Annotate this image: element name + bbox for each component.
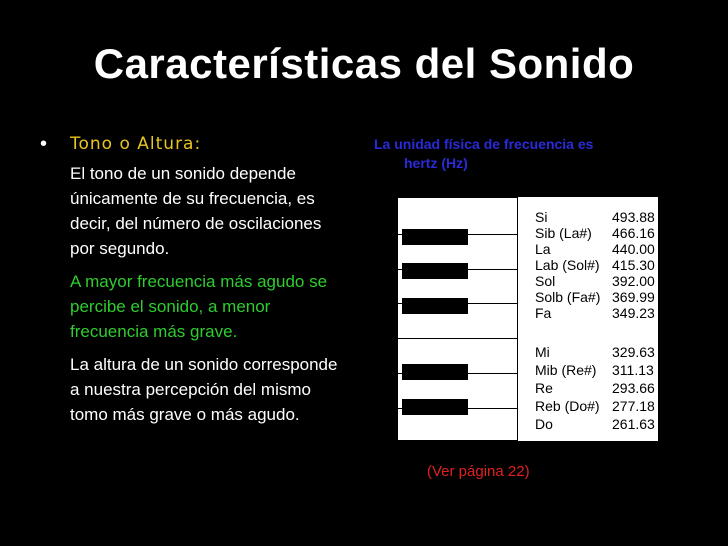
note-name: Mi <box>535 344 550 360</box>
keyboard-divider <box>517 197 518 441</box>
note-frequency: 261.63 <box>612 416 655 432</box>
paragraph-frequency: El tono de un sonido depende únicamente de su frecuencia, es decir, del número de oscilaciones por segundo. <box>70 164 322 258</box>
black-key <box>402 229 468 245</box>
note-frequency: 392.00 <box>612 273 655 289</box>
note-name: Reb (Do#) <box>535 398 600 414</box>
note-frequency: 440.00 <box>612 241 655 257</box>
unit-caption-line2: hertz (Hz) <box>404 155 468 171</box>
paragraph-highlight: A mayor frecuencia más agudo se percibe el sonido, a menor frecuencia más grave. <box>70 272 328 341</box>
note-name: Solb (Fa#) <box>535 289 601 305</box>
note-name: Re <box>535 380 553 396</box>
note-frequency: 415.30 <box>612 257 655 273</box>
note-frequency: 466.16 <box>612 225 655 241</box>
unit-caption-line1: La unidad física de frecuencia es <box>374 136 594 152</box>
bullet-heading: Tono o Altura: <box>70 134 202 154</box>
page-reference: (Ver página 22) <box>427 463 530 480</box>
note-name: Sol <box>535 273 556 289</box>
black-key <box>402 399 468 415</box>
black-key <box>402 298 468 314</box>
note-name: Do <box>535 416 553 432</box>
piano-frequency-figure <box>397 197 658 441</box>
left-column <box>40 133 350 427</box>
note-frequency: 311.13 <box>612 362 654 378</box>
note-frequency: 369.99 <box>612 289 655 305</box>
black-key <box>402 263 468 279</box>
bullet-icon: • <box>40 133 48 155</box>
note-name: Fa <box>535 305 552 321</box>
note-frequency: 293.66 <box>612 380 655 396</box>
note-name: Mib (Re#) <box>535 362 597 378</box>
paragraph-perception: La altura de un sonido corresponde a nuestra percepción del mismo tomo más grave o más agudo. <box>70 355 338 424</box>
note-name: Lab (Sol#) <box>535 257 600 273</box>
note-name: Sib (La#) <box>535 225 592 241</box>
note-frequency: 329.63 <box>612 344 655 360</box>
black-key <box>402 364 468 380</box>
bullet-item <box>40 133 350 155</box>
slide-title: Características del Sonido <box>93 40 635 87</box>
white-key-divider <box>398 338 518 339</box>
note-name: La <box>535 241 551 257</box>
note-name: Si <box>535 209 548 225</box>
piano-keyboard <box>397 197 518 441</box>
unit-caption <box>374 135 674 173</box>
note-frequency: 277.18 <box>612 398 655 414</box>
note-frequency: 493.88 <box>612 209 655 225</box>
note-frequency: 349.23 <box>612 305 655 321</box>
